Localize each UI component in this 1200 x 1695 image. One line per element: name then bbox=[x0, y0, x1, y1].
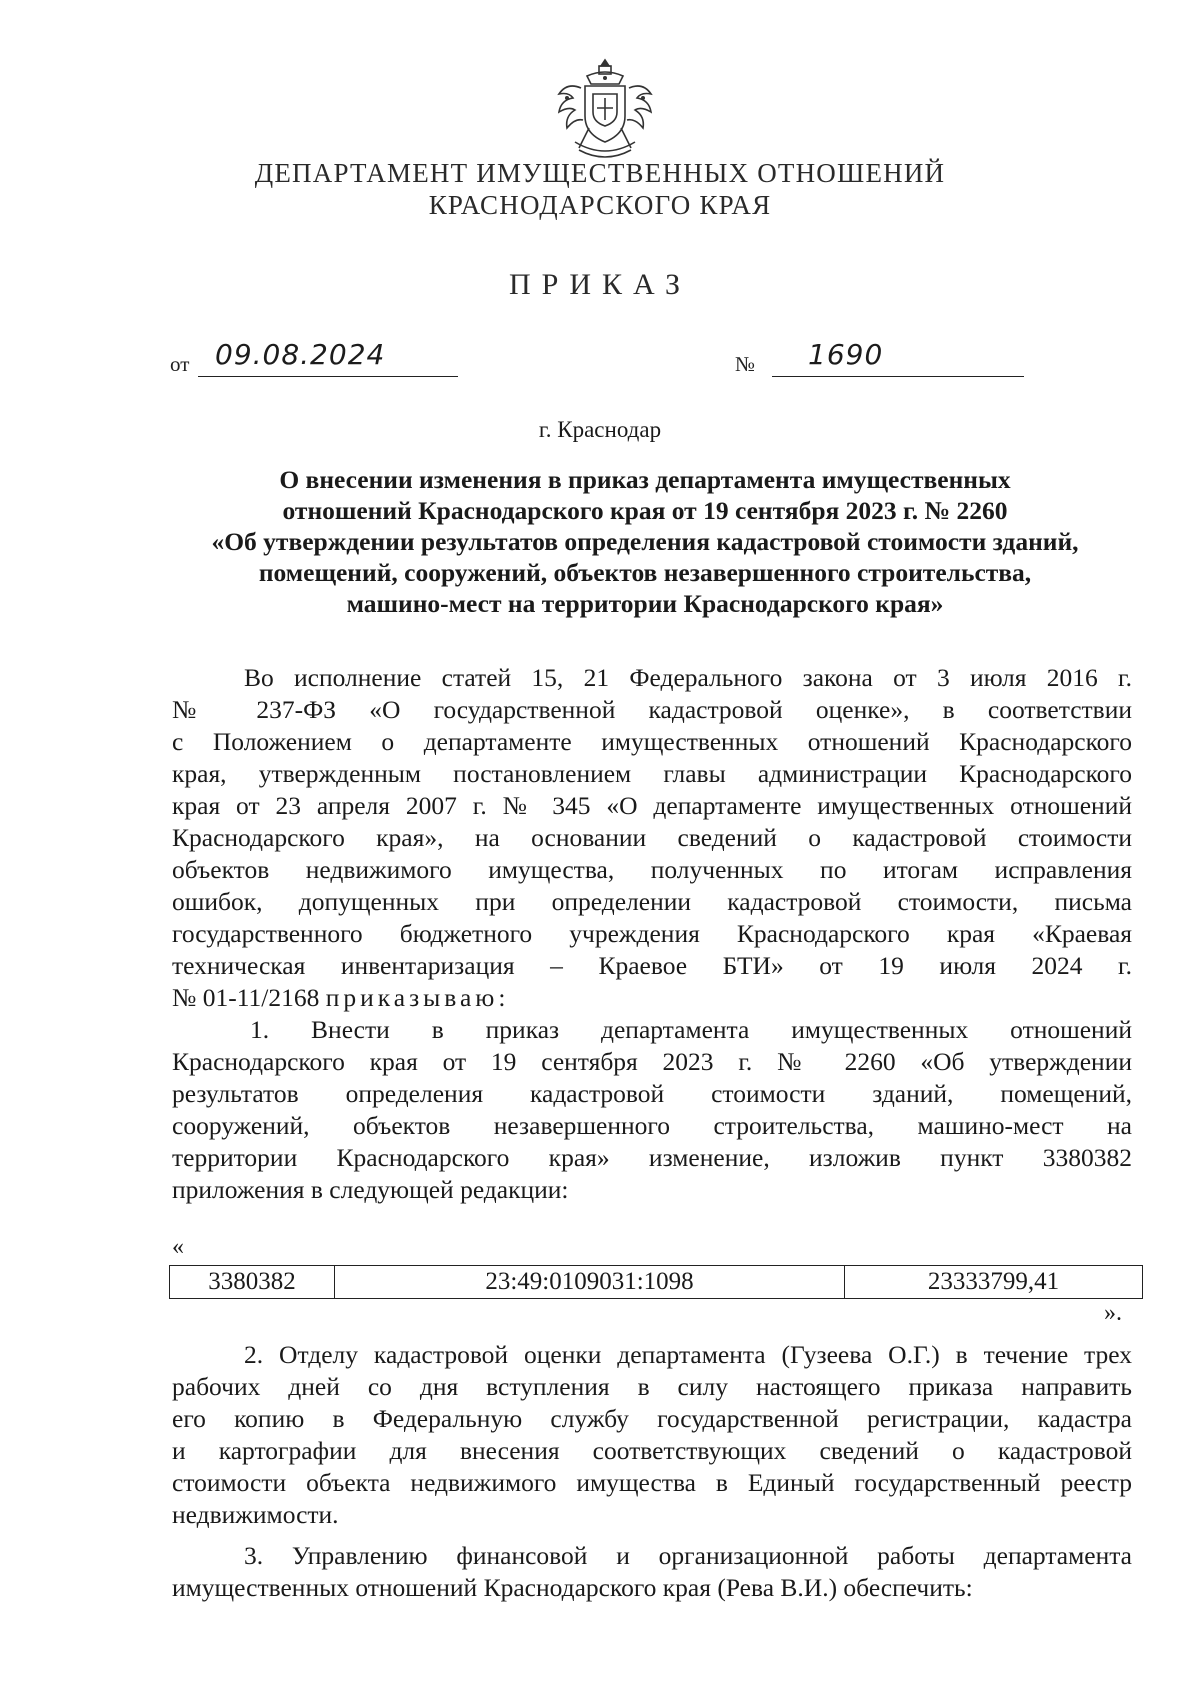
preamble-line: с Положением о департаменте имущественных отношений Краснодарского bbox=[172, 727, 1132, 756]
item2-line: стоимости объекта недвижимого имущества в Единый государственный реестр bbox=[172, 1468, 1132, 1497]
number-label: № bbox=[735, 352, 756, 376]
preamble-line: государственного бюджетного учреждения Краснодарского края «Краевая bbox=[172, 919, 1132, 948]
item1-line: территории Краснодарского края» изменение, изложив пункт 3380382 bbox=[172, 1143, 1132, 1172]
title-line: отношений Краснодарского края от 19 сентября 2023 г. № 2260 bbox=[282, 496, 1008, 525]
number-value: 1690 bbox=[808, 338, 884, 371]
item1-line: Краснодарского края от 19 сентября 2023 г. № 2260 «Об утверждении bbox=[172, 1047, 1132, 1076]
item1-line: сооружений, объектов незавершенного строительства, машино-мест на bbox=[172, 1111, 1132, 1140]
item1-line: результатов определения кадастровой стоимости зданий, помещений, bbox=[172, 1079, 1132, 1108]
table-cell-item-number: 3380382 bbox=[170, 1266, 335, 1298]
item2-line: 2. Отделу кадастровой оценки департамента (Гузеева О.Г.) в течение трех bbox=[244, 1340, 1132, 1369]
title-line: «Об утверждении результатов определения кадастровой стоимости зданий, bbox=[211, 527, 1079, 556]
quote-open: « bbox=[172, 1234, 184, 1260]
title-line: машино-мест на территории Краснодарского края» bbox=[346, 589, 944, 618]
item2-line: недвижимости. bbox=[172, 1500, 339, 1529]
preamble-line: Краснодарского края», на основании сведений о кадастровой стоимости bbox=[172, 823, 1132, 852]
preamble-line: Во исполнение статей 15, 21 Федерального закона от 3 июля 2016 г. bbox=[244, 663, 1132, 692]
preamble-line: края, утвержденным постановлением главы администрации Краснодарского bbox=[172, 759, 1132, 788]
quote-close: ». bbox=[1104, 1300, 1122, 1326]
preamble-last-line bbox=[172, 983, 1132, 1013]
coat-of-arms-icon bbox=[545, 58, 665, 164]
doc-type-title: ПРИКАЗ bbox=[509, 268, 691, 301]
item3-line: 3. Управлению финансовой и организационной работы департамента bbox=[244, 1541, 1132, 1570]
order-word: приказываю: bbox=[325, 983, 510, 1012]
org-name-line2: КРАСНОДАРСКОГО КРАЯ bbox=[428, 190, 772, 220]
date-value: 09.08.2024 bbox=[215, 338, 386, 371]
letter-reference: № 01-11/2168 bbox=[172, 983, 320, 1012]
preamble-line: ошибок, допущенных при определении кадастровой стоимости, письма bbox=[172, 887, 1132, 916]
cadastral-table-row bbox=[169, 1265, 1143, 1299]
table-cell-cadastral-number: 23:49:0109031:1098 bbox=[335, 1266, 845, 1298]
table-cell-cadastral-value: 23333799,41 bbox=[927, 1268, 1060, 1295]
item2-line: рабочих дней со дня вступления в силу настоящего приказа направить bbox=[172, 1372, 1132, 1401]
title-line: помещений, сооружений, объектов незавершенного строительства, bbox=[258, 558, 1032, 587]
item2-line: и картографии для внесения соответствующих сведений о кадастровой bbox=[172, 1436, 1132, 1465]
date-underline bbox=[198, 376, 458, 377]
title-line: О внесении изменения в приказ департамента имущественных bbox=[279, 465, 1011, 494]
item3-line: имущественных отношений Краснодарского края (Рева В.И.) обеспечить: bbox=[172, 1573, 973, 1602]
org-name-line1: ДЕПАРТАМЕНТ ИМУЩЕСТВЕННЫХ ОТНОШЕНИЙ bbox=[254, 158, 946, 188]
item2-line: его копию в Федеральную службу государственной регистрации, кадастра bbox=[172, 1404, 1132, 1433]
number-underline bbox=[772, 376, 1024, 377]
preamble-line: края от 23 апреля 2007 г. № 345 «О департаменте имущественных отношений bbox=[172, 791, 1132, 820]
item1-line: приложения в следующей редакции: bbox=[172, 1175, 569, 1204]
item1-line: 1. Внести в приказ департамента имущественных отношений bbox=[250, 1015, 1132, 1044]
preamble-line: техническая инвентаризация – Краевое БТИ» от 19 июля 2024 г. bbox=[172, 951, 1132, 980]
preamble-line: объектов недвижимого имущества, полученных по итогам исправления bbox=[172, 855, 1132, 884]
preamble-line: № 237-ФЗ «О государственной кадастровой оценке», в соответствии bbox=[172, 695, 1132, 724]
date-label: от bbox=[170, 352, 190, 376]
city: г. Краснодар bbox=[538, 417, 662, 442]
